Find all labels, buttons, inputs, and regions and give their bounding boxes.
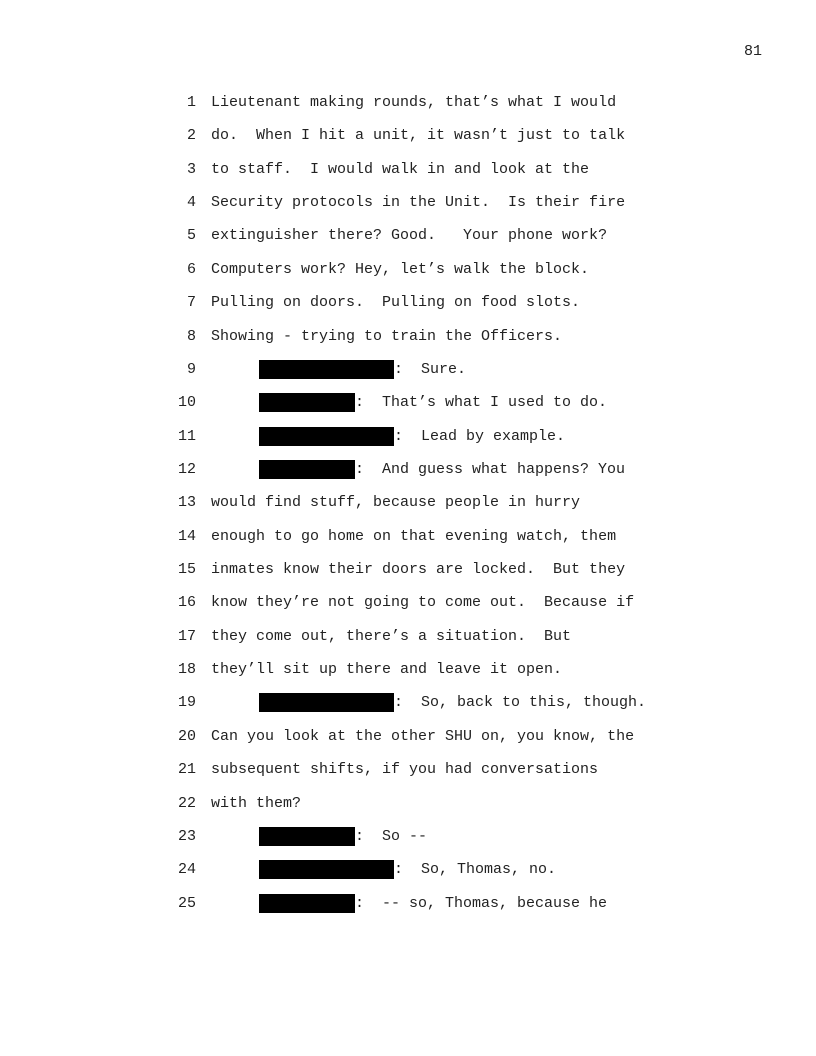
transcript-line: [0, 194, 816, 227]
speaker-turn: [259, 394, 607, 412]
transcript-line: [0, 528, 816, 561]
line-number: 7: [186, 294, 196, 312]
transcript-line: [0, 94, 816, 127]
transcript-line: [0, 161, 816, 194]
transcript-line: [0, 895, 816, 928]
line-number: 25: [177, 894, 196, 912]
line-text: : And guess what happens? You: [355, 460, 626, 478]
line-number: 8: [186, 327, 196, 345]
line-text: Lieutenant making rounds, that’s what I would: [211, 94, 617, 111]
redaction-box: [259, 427, 394, 446]
redaction-box: [259, 827, 355, 846]
line-text: do. When I hit a unit, it wasn’t just to talk: [211, 127, 626, 145]
line-text: : So --: [355, 827, 428, 845]
line-number: 5: [186, 227, 196, 245]
line-text: with them?: [211, 794, 302, 812]
line-number: 10: [177, 394, 196, 412]
speaker-turn: [259, 461, 625, 479]
transcript-line: [0, 594, 816, 627]
transcript-line: [0, 428, 816, 461]
line-text: extinguisher there? Good. Your phone work?: [211, 227, 608, 245]
redaction-box: [259, 860, 394, 879]
transcript-line: [0, 361, 816, 394]
line-text: : That’s what I used to do.: [355, 394, 608, 412]
line-number: 24: [177, 861, 196, 879]
line-text: : So, Thomas, no.: [394, 861, 557, 879]
line-text: Computers work? Hey, let’s walk the block.: [211, 260, 590, 278]
line-number: 2: [186, 127, 196, 145]
line-number: 1: [186, 94, 196, 111]
line-number: 6: [186, 260, 196, 278]
redaction-box: [259, 693, 394, 712]
line-number: 16: [177, 594, 196, 612]
speaker-turn: [259, 361, 466, 379]
transcript-line: [0, 261, 816, 294]
line-text: to staff. I would walk in and look at the: [211, 160, 590, 178]
line-number: 4: [186, 194, 196, 212]
line-text: inmates know their doors are locked. But they: [211, 561, 626, 579]
line-text: Showing - trying to train the Officers.: [211, 327, 563, 345]
line-text: they’ll sit up there and leave it open.: [211, 661, 563, 679]
line-text: : So, back to this, though.: [394, 694, 647, 712]
transcript-line: [0, 394, 816, 427]
redaction-box: [259, 894, 355, 913]
line-number: 18: [177, 661, 196, 679]
line-number: 22: [177, 794, 196, 812]
transcript-line: [0, 628, 816, 661]
line-number: 21: [177, 761, 196, 779]
line-text: enough to go home on that evening watch, them: [211, 527, 617, 545]
transcript-line: [0, 328, 816, 361]
speaker-turn: [259, 694, 646, 712]
transcript-line: [0, 761, 816, 794]
line-number: 12: [177, 460, 196, 478]
line-text: Pulling on doors. Pulling on food slots.: [211, 294, 581, 312]
transcript-line: [0, 461, 816, 494]
transcript-line: [0, 127, 816, 160]
transcript-line: [0, 861, 816, 894]
line-text: : Lead by example.: [394, 427, 566, 445]
transcript-line: [0, 728, 816, 761]
line-text: know they’re not going to come out. Because if: [211, 594, 635, 612]
transcript-body: [0, 94, 816, 928]
transcript-line: [0, 828, 816, 861]
line-number: 9: [186, 360, 196, 378]
speaker-turn: [259, 828, 427, 846]
transcript-line: [0, 694, 816, 727]
line-number: 14: [177, 527, 196, 545]
transcript-line: [0, 661, 816, 694]
line-number: 23: [177, 827, 196, 845]
transcript-line: [0, 227, 816, 260]
transcript-line: [0, 561, 816, 594]
transcript-line: [0, 795, 816, 828]
line-text: would find stuff, because people in hurry: [211, 494, 581, 512]
speaker-turn: [259, 428, 565, 446]
line-text: subsequent shifts, if you had conversations: [211, 761, 599, 779]
line-text: they come out, there’s a situation. But: [211, 627, 572, 645]
line-text: : Sure.: [394, 360, 467, 378]
line-text: Can you look at the other SHU on, you know, the: [211, 727, 635, 745]
line-number: 15: [177, 561, 196, 579]
line-number: 11: [177, 427, 196, 445]
line-number: 13: [177, 494, 196, 512]
speaker-turn: [259, 895, 607, 913]
redaction-box: [259, 360, 394, 379]
line-number: 3: [186, 160, 196, 178]
line-number: 19: [177, 694, 196, 712]
line-text: Security protocols in the Unit. Is their fire: [211, 194, 626, 212]
line-text: : -- so, Thomas, because he: [355, 894, 608, 912]
redaction-box: [259, 393, 355, 412]
transcript-line: [0, 294, 816, 327]
speaker-turn: [259, 861, 556, 879]
redaction-box: [259, 460, 355, 479]
line-number: 20: [177, 727, 196, 745]
page-number: 81: [743, 43, 762, 60]
line-number: 17: [177, 627, 196, 645]
transcript-line: [0, 494, 816, 527]
